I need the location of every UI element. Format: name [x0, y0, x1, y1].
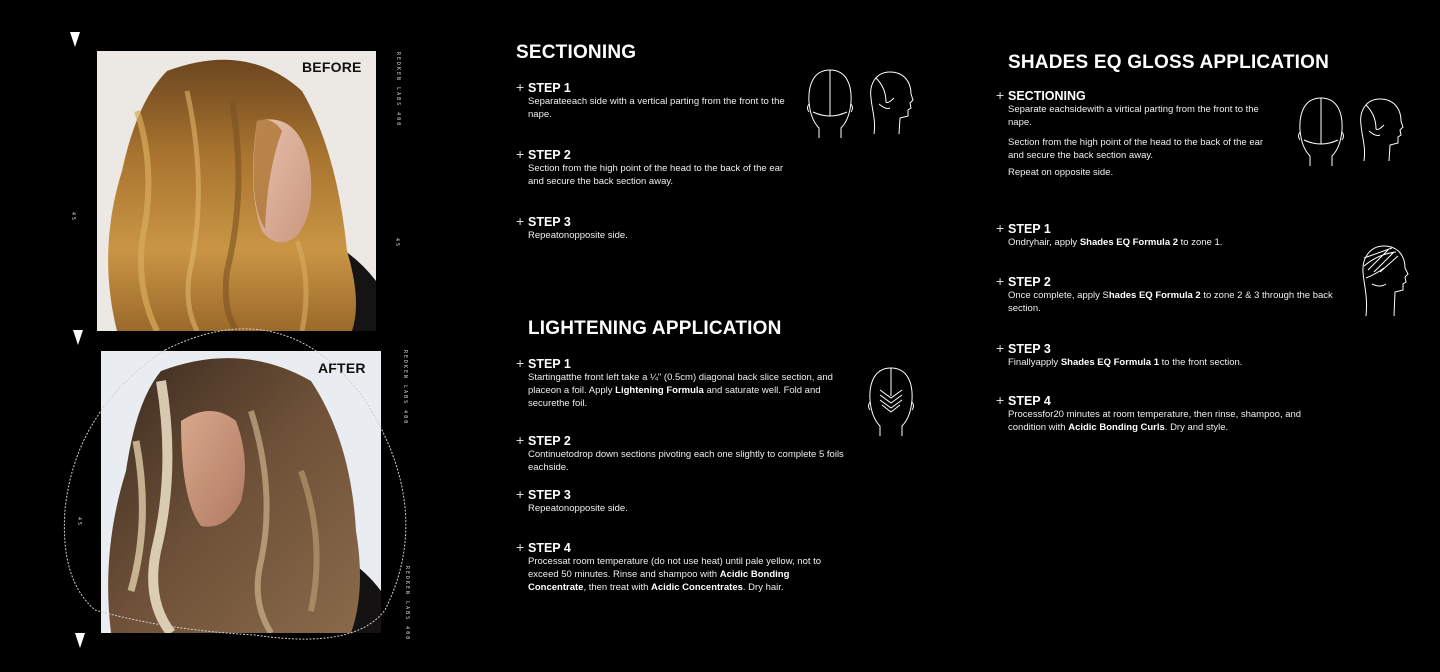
step-text: Processfor20 minutes at room temperature, then rinse, shampoo, and condition with Acidic Bonding Curls. Dry and style. [1008, 409, 1302, 433]
head-side-view-icon [866, 70, 916, 136]
gloss-sectioning [996, 87, 1273, 179]
step-label: STEP 1 [1008, 222, 1051, 236]
step-text: Section from the high point of the head to the back of the ear and secure the back section away. [528, 163, 784, 187]
step-label: STEP 3 [1008, 342, 1051, 356]
plus-icon: + [996, 273, 1005, 289]
head-zones-icon [1358, 244, 1414, 320]
plus-icon: + [996, 220, 1005, 236]
plus-icon: + [516, 146, 525, 162]
plus-icon: + [516, 432, 525, 448]
triangle-marker-icon [70, 32, 80, 47]
step-text: Separate eachsidewith a virtical parting from the front to the nape. [1008, 104, 1259, 128]
step-text: Section from the high point of the head to the back of the ear and secure the back section away. [1008, 137, 1264, 161]
step-text: Processat room temperature (do not use heat) until pale yellow, not to exceed 50 minutes. Rinse and shampoo with Acidic Bonding Concentrate, then treat with Acidic Concentrates. Dry hair. [528, 556, 822, 593]
gloss-title: SHADES EQ GLOSS APPLICATION [1008, 52, 1330, 73]
head-side-view-icon [1356, 97, 1406, 163]
gloss-step-2 [996, 273, 1338, 315]
step-label: STEP 3 [528, 215, 571, 229]
step-text: Separateeach side with a vertical parting from the front to the nape. [528, 96, 785, 120]
side-brand-text: REDKEN LABS 400 [402, 350, 408, 426]
step-label: STEP 3 [528, 488, 571, 502]
step-text: Repeat on opposite side. [1008, 167, 1114, 178]
page-mark: 45 [394, 238, 400, 249]
step-text: Ondryhair, apply Shades EQ Formula 2 to zone 1. [1008, 237, 1223, 248]
plus-icon: + [996, 392, 1005, 408]
plus-icon: + [516, 79, 525, 95]
plus-icon: + [516, 486, 525, 502]
after-label: AFTER [318, 360, 366, 376]
gloss-step-3 [996, 340, 1338, 369]
step-text: Repeatonopposite side. [528, 230, 628, 241]
gloss-step-4 [996, 392, 1338, 434]
gloss-step-1 [996, 220, 1328, 249]
lightening-step-3 [516, 486, 858, 515]
step-text: Continuetodrop down sections pivoting each one slightly to complete 5 foils eachside. [528, 449, 844, 473]
sectioning-step-3 [516, 213, 858, 242]
step-label: STEP 4 [1008, 394, 1051, 408]
step-label: STEP 4 [528, 541, 571, 555]
plus-icon: + [516, 539, 525, 555]
step-label: SECTIONING [1008, 89, 1086, 103]
decorative-curve [55, 280, 415, 650]
lightening-step-4 [516, 539, 838, 594]
sectioning-step-1 [516, 79, 788, 121]
step-label: STEP 1 [528, 81, 571, 95]
sectioning-step-2 [516, 146, 793, 188]
step-label: STEP 2 [528, 148, 571, 162]
plus-icon: + [996, 87, 1005, 103]
lightening-step-1 [516, 355, 846, 410]
page-mark: 45 [76, 517, 82, 528]
step-label: STEP 2 [1008, 275, 1051, 289]
step-text: Repeatonopposite side. [528, 503, 628, 514]
step-text: Once complete, apply Shades EQ Formula 2 to zone 2 & 3 through the back section. [1008, 290, 1333, 314]
step-label: STEP 1 [528, 357, 571, 371]
step-text: Finallyapply Shades EQ Formula 1 to the front section. [1008, 357, 1243, 368]
before-label: BEFORE [302, 59, 362, 75]
step-label: STEP 2 [528, 434, 571, 448]
plus-icon: + [516, 213, 525, 229]
sectioning-title: SECTIONING [516, 42, 637, 63]
side-brand-text: REDKEN LABS 400 [404, 566, 410, 642]
head-top-foils-icon [866, 366, 916, 438]
lightening-title: LIGHTENING APPLICATION [528, 318, 782, 339]
plus-icon: + [516, 355, 525, 371]
side-brand-text: REDKEN LABS 400 [395, 52, 401, 128]
plus-icon: + [996, 340, 1005, 356]
lightening-step-2 [516, 432, 858, 474]
head-back-view-icon [805, 68, 855, 140]
head-back-view-icon [1296, 96, 1346, 168]
page-mark: 45 [70, 212, 76, 223]
step-text: Startingatthe front left take a ¼" (0.5cm) diagonal back slice section, and placeon a foil. Apply Lightening Formula and saturate well. Fold and securethe foil. [528, 372, 833, 409]
